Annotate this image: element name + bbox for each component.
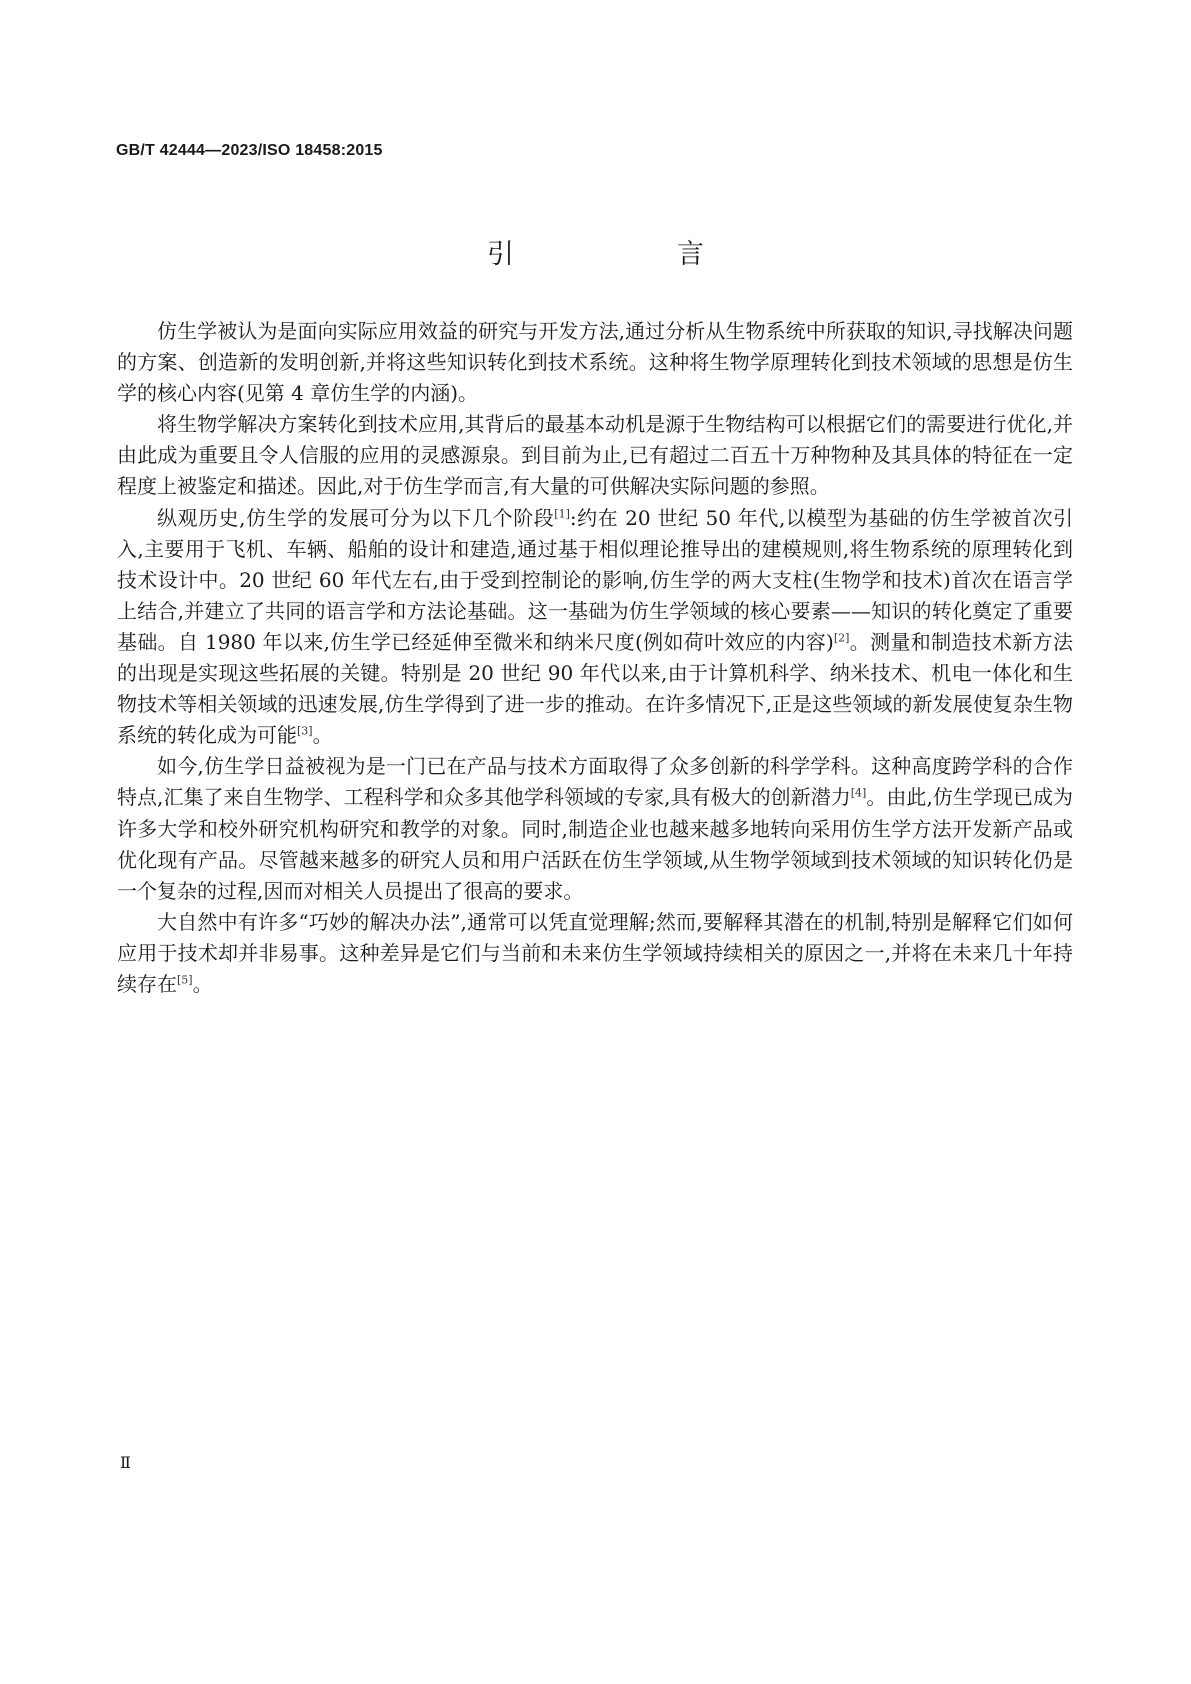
body-paragraph bbox=[117, 751, 1073, 906]
citation-reference: [3] bbox=[297, 724, 313, 738]
citation-reference: [2] bbox=[833, 631, 850, 645]
body-paragraph bbox=[117, 409, 1073, 502]
paragraph-text: 。 bbox=[312, 723, 333, 748]
paragraph-text: 大自然中有许多“巧妙的解决办法”,通常可以凭直觉理解;然而,要解释其潜在的机制,特别是解释它们如何应用于技术却并非易事。这种差异是它们与当前和未来仿生学领域持续相关的原因之一,并将在未来几十年持续存在 bbox=[117, 909, 1073, 996]
body-paragraph bbox=[117, 316, 1073, 409]
paragraph-text: 纵观历史,仿生学的发展可分为以下几个阶段 bbox=[157, 505, 555, 530]
citation-reference: [4] bbox=[850, 786, 867, 800]
page-number: Ⅱ bbox=[120, 1453, 131, 1472]
paragraph-text: 。 bbox=[192, 971, 213, 996]
standard-number-header: GB/T 42444—2023/ISO 18458:2015 bbox=[116, 142, 383, 159]
citation-reference: [5] bbox=[177, 973, 193, 987]
paragraph-text: 。由此,仿生学现已成为许多大学和校外研究机构研究和教学的对象。同时,制造企业也越来越多地转向采用仿生学方法开发新产品或优化现有产品。尽管越来越多的研究人员和用户活跃在仿生学领域,从生物学领域到技术领域的知识转化仍是一个复杂的过程,因而对相关人员提出了很高的要求。 bbox=[117, 785, 1073, 903]
body-paragraph bbox=[117, 503, 1073, 752]
paragraph-text: 仿生学被认为是面向实际应用效益的研究与开发方法,通过分析从生物系统中所获取的知识,寻找解决问题的方案、创造新的发明创新,并将这些知识转化到技术系统。这种将生物学原理转化到技术领域的思想是仿生学的核心内容(见第 4 章仿生学的内涵)。 bbox=[117, 319, 1073, 406]
paragraph-text: :约在 20 世纪 50 年代,以模型为基础的仿生学被首次引入,主要用于飞机、车辆、船舶的设计和建造,通过基于相似理论推导出的建模规则,将生物系统的原理转化到技术设计中。20 世纪 60 年代左右,由于受到控制论的影响,仿生学的两大支柱(生物学和技术)首次在语言学上结合,并建立了共同的语言学和方法论基础。这一基础为仿生学领域的核心要素——知识的转化奠定了重要基础。自 1980 年以来,仿生学已经延伸至微米和纳米尺度(例如荷叶效应的内容) bbox=[117, 505, 1073, 654]
paragraph-text: 如今,仿生学日益被视为是一门已在产品与技术方面取得了众多创新的科学学科。这种高度跨学科的合作特点,汇集了来自生物学、工程科学和众多其他学科领域的专家,具有极大的创新潜力 bbox=[117, 754, 1073, 810]
page-title: 引 言 bbox=[487, 239, 772, 270]
introduction-body bbox=[117, 316, 1073, 1000]
citation-reference: [1] bbox=[554, 506, 570, 520]
paragraph-text: 将生物学解决方案转化到技术应用,其背后的最基本动机是源于生物结构可以根据它们的需要进行优化,并由此成为重要且令人信服的应用的灵感源泉。到目前为止,已有超过二百五十万种物种及其具体的特征在一定程度上被鉴定和描述。因此,对于仿生学而言,有大量的可供解决实际问题的参照。 bbox=[117, 412, 1073, 499]
paragraph-text: 。测量和制造技术新方法的出现是实现这些拓展的关键。特别是 20 世纪 90 年代以来,由于计算机科学、纳米技术、机电一体化和生物技术等相关领域的迅速发展,仿生学得到了进一步的推动。在许多情况下,正是这些领域的新发展使复杂生物系统的转化成为可能 bbox=[117, 629, 1073, 748]
body-paragraph bbox=[117, 907, 1073, 1000]
